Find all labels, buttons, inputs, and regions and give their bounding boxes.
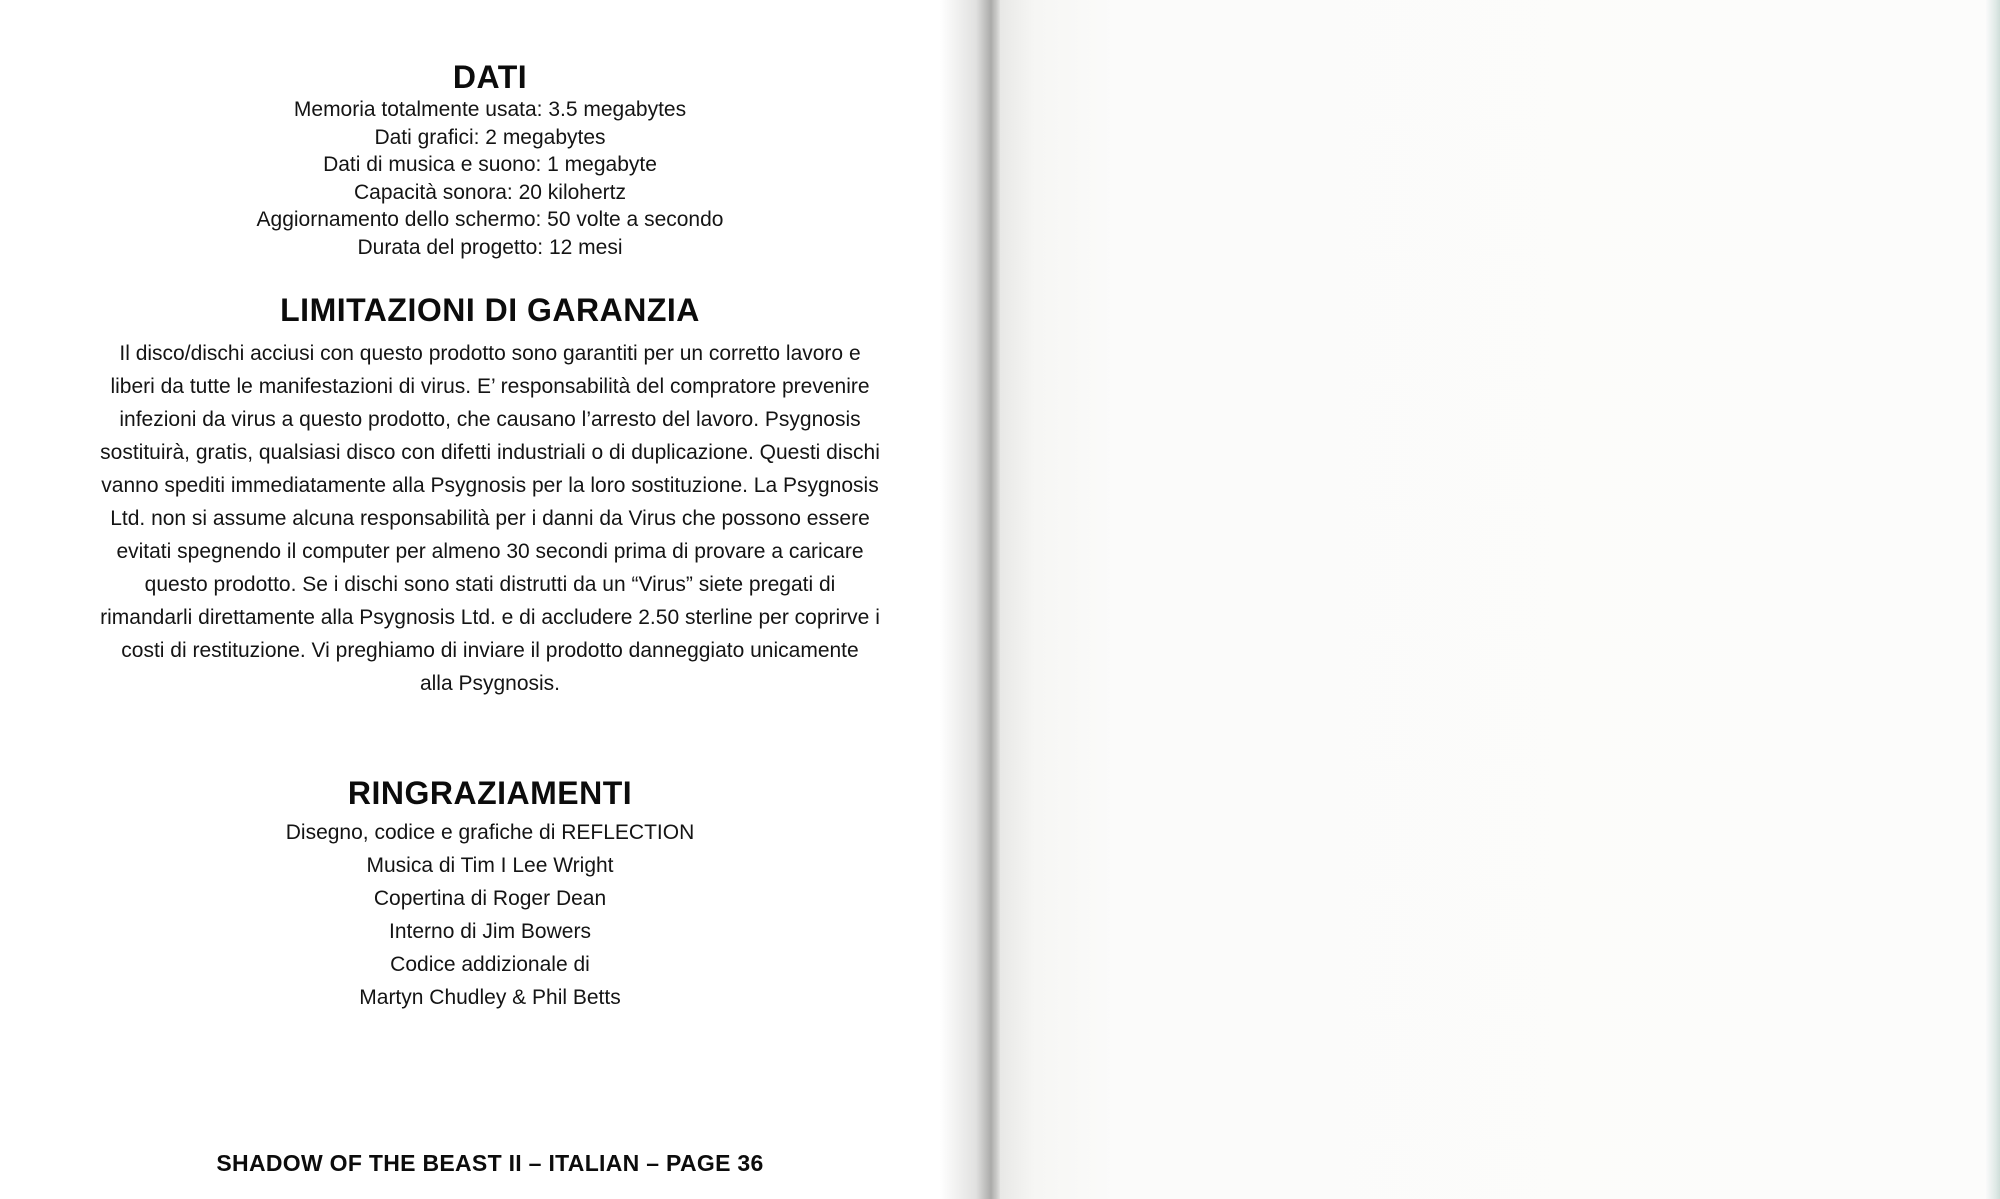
credit-line: Martyn Chudley & Phil Betts [359, 986, 621, 1009]
ringraziamenti-section [40, 774, 940, 1014]
credit-line: Copertina di Roger Dean [373, 887, 607, 910]
garanzia-line: alla Psygnosis. [419, 672, 561, 695]
left-page [0, 0, 990, 1199]
garanzia-section [40, 291, 940, 700]
credit-line: Musica di Tim I Lee Wright [366, 854, 614, 877]
dati-line: Memoria totalmente usata: 3.5 megabytes [293, 98, 687, 121]
dati-line: Dati grafici: 2 megabytes [374, 125, 606, 149]
ringraziamenti-heading: RINGRAZIAMENTI [347, 775, 633, 811]
spine-shadow [940, 0, 1000, 1199]
dati-heading: DATI [452, 59, 528, 95]
garanzia-line: Ltd. non si assume alcuna responsabilità per i danni da Virus che possono essere [110, 507, 870, 530]
garanzia-line: evitati spegnendo il computer per almeno 30 secondi prima di provare a caricare [116, 540, 864, 563]
garanzia-line: rimandarli direttamente alla Psygnosis Ltd. e di accludere 2.50 sterline per coprirve i [100, 606, 880, 629]
garanzia-line: liberi da tutte le manifestazioni di virus. E’ responsabilità del compratore prevenire [110, 375, 870, 398]
page-footer: SHADOW OF THE BEAST II – ITALIAN – PAGE 36 [216, 1150, 764, 1176]
dati-line: Dati di musica e suono: 1 megabyte [323, 153, 657, 176]
credit-line: Codice addizionale di [390, 953, 590, 976]
garanzia-line: Il disco/dischi acciusi con questo prodotto sono garantiti per un corretto lavoro e [119, 342, 861, 365]
garanzia-heading: LIMITAZIONI DI GARANZIA [280, 292, 700, 328]
credit-line: Interno di Jim Bowers [389, 920, 591, 943]
right-page-blank [995, 0, 2000, 1199]
page-edge [1986, 0, 2000, 1199]
dati-line: Durata del progetto: 12 mesi [357, 235, 623, 259]
dati-line: Capacità sonora: 20 kilohertz [354, 180, 626, 204]
garanzia-line: vanno spediti immediatamente alla Psygnosis per la loro sostituzione. La Psygnosis [101, 474, 879, 497]
garanzia-line: costi di restituzione. Vi preghiamo di inviare il prodotto danneggiato unicamente [121, 639, 859, 662]
dati-line: Aggiornamento dello schermo: 50 volte a secondo [256, 208, 724, 231]
dati-section [40, 58, 940, 261]
garanzia-line: infezioni da virus a questo prodotto, che causano l’arresto del lavoro. Psygnosis [119, 408, 861, 431]
credit-line: Disegno, codice e grafiche di REFLECTION [285, 821, 695, 844]
garanzia-line: sostituirà, gratis, qualsiasi disco con difetti industriali o di duplicazione. Questi dischi [100, 441, 880, 464]
garanzia-line: questo prodotto. Se i dischi sono stati distrutti da un “Virus” siete pregati di [144, 573, 836, 596]
